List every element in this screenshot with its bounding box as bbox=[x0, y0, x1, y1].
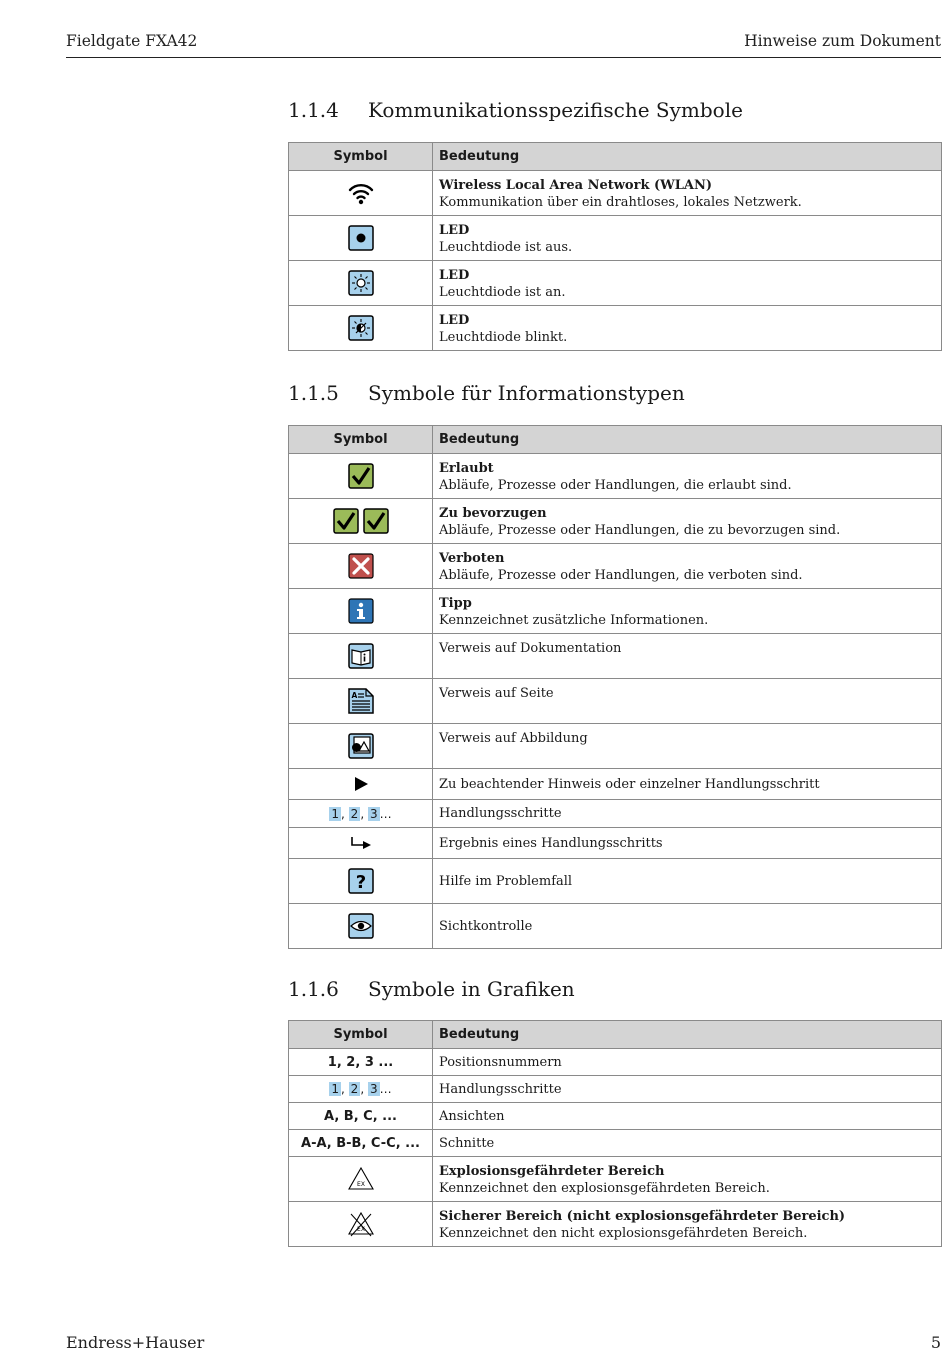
row-description: Ansichten bbox=[439, 1108, 505, 1124]
table-row bbox=[289, 1157, 942, 1202]
table-row bbox=[289, 454, 942, 499]
row-title: LED bbox=[439, 223, 470, 238]
row-description: Leuchtdiode ist an. bbox=[439, 285, 566, 300]
led-on-icon bbox=[348, 270, 374, 296]
row-description: Kennzeichnet den explosionsgefährdeten Bereich. bbox=[439, 1181, 770, 1196]
result-arrow-icon bbox=[350, 836, 372, 850]
text-symbol: 1, 2, 3 ... bbox=[289, 1049, 433, 1076]
table-row bbox=[289, 1202, 942, 1247]
row-description: Sichtkontrolle bbox=[439, 918, 533, 934]
chapter-title: Hinweise zum Dokument bbox=[744, 32, 941, 50]
row-description: Handlungsschritte bbox=[439, 1081, 562, 1097]
section-heading-graphics: 1.1.6 Symbole in Grafiken bbox=[288, 977, 575, 1001]
company-name: Endress+Hauser bbox=[66, 1333, 205, 1352]
table-row bbox=[289, 1130, 942, 1157]
row-description: Ergebnis eines Handlungsschritts bbox=[439, 835, 663, 851]
figure-reference-icon bbox=[348, 733, 374, 759]
row-description: Abläufe, Prozesse oder Handlungen, die verboten sind. bbox=[439, 568, 803, 583]
tip-info-icon bbox=[348, 598, 374, 624]
table-row bbox=[289, 499, 942, 544]
table-row bbox=[289, 769, 942, 800]
table-header-row bbox=[289, 143, 942, 171]
svg-text:?: ? bbox=[355, 872, 366, 893]
section-heading-information-types: 1.1.5 Symbole für Informationstypen bbox=[288, 381, 685, 405]
page-reference-icon bbox=[348, 688, 374, 714]
row-description: Kommunikation über ein drahtloses, lokales Netzwerk. bbox=[439, 195, 802, 210]
table-row bbox=[289, 634, 942, 679]
wlan-icon bbox=[347, 181, 375, 205]
row-description: Schnitte bbox=[439, 1135, 495, 1151]
row-description: Abläufe, Prozesse oder Handlungen, die erlaubt sind. bbox=[439, 478, 792, 493]
row-title: Tipp bbox=[439, 596, 472, 611]
text-symbol: A, B, C, ... bbox=[289, 1103, 433, 1130]
table-header-row bbox=[289, 1021, 942, 1049]
play-triangle-icon bbox=[353, 776, 369, 792]
table-row bbox=[289, 800, 942, 828]
row-title: LED bbox=[439, 313, 470, 328]
table-header-row bbox=[289, 426, 942, 454]
row-title: Wireless Local Area Network (WLAN) bbox=[439, 178, 712, 193]
table-row bbox=[289, 724, 942, 769]
table-row bbox=[289, 171, 942, 216]
row-title: Erlaubt bbox=[439, 461, 494, 476]
row-description: Handlungsschritte bbox=[439, 806, 562, 821]
table-row bbox=[289, 216, 942, 261]
help-question-icon bbox=[348, 868, 374, 894]
table-row bbox=[289, 679, 942, 724]
table-row bbox=[289, 544, 942, 589]
row-description: Zu beachtender Hinweis oder einzelner Handlungsschritt bbox=[439, 776, 820, 792]
safe-area-icon bbox=[348, 1211, 374, 1237]
page-footer bbox=[66, 1333, 941, 1352]
forbidden-x-icon bbox=[348, 553, 374, 579]
table-row bbox=[289, 828, 942, 859]
led-blink-icon bbox=[348, 315, 374, 341]
steps-symbol: 1 , 2 , 3 … bbox=[289, 800, 433, 828]
communication-symbols-table bbox=[288, 142, 942, 351]
row-description: Positionsnummern bbox=[439, 1054, 562, 1070]
table-row bbox=[289, 904, 942, 949]
row-title: Zu bevorzugen bbox=[439, 506, 547, 521]
row-description: Verweis auf Dokumentation bbox=[439, 641, 622, 656]
symbol-column-header: Symbol bbox=[289, 426, 433, 454]
row-title: Verboten bbox=[439, 551, 505, 566]
row-title: Sicherer Bereich (nicht explosionsgefährdeter Bereich) bbox=[439, 1209, 846, 1224]
document-title: Fieldgate FXA42 bbox=[66, 32, 198, 50]
table-row bbox=[289, 306, 942, 351]
section-heading-communication: 1.1.4 Kommunikationsspezifische Symbole bbox=[288, 98, 743, 122]
row-description: Verweis auf Abbildung bbox=[439, 731, 588, 746]
led-off-icon bbox=[348, 225, 374, 251]
svg-text:EX: EX bbox=[356, 1226, 365, 1233]
meaning-column-header: Bedeutung bbox=[433, 143, 942, 171]
preferred-double-check-icon bbox=[333, 508, 389, 534]
text-symbol: A-A, B-B, C-C, ... bbox=[289, 1130, 433, 1157]
meaning-column-header: Bedeutung bbox=[433, 1021, 942, 1049]
table-row bbox=[289, 1049, 942, 1076]
row-description: Hilfe im Problemfall bbox=[439, 873, 573, 889]
visual-inspection-eye-icon bbox=[348, 913, 374, 939]
row-title: Explosionsgefährdeter Bereich bbox=[439, 1164, 665, 1179]
row-description: Leuchtdiode ist aus. bbox=[439, 240, 573, 255]
table-row bbox=[289, 261, 942, 306]
svg-text:EX: EX bbox=[356, 1181, 365, 1188]
row-description: Verweis auf Seite bbox=[439, 686, 554, 701]
explosion-hazard-icon bbox=[348, 1167, 374, 1191]
row-title: LED bbox=[439, 268, 470, 283]
row-description: Kennzeichnet den nicht explosionsgefährdeten Bereich. bbox=[439, 1226, 808, 1241]
documentation-book-icon bbox=[348, 643, 374, 669]
table-row bbox=[289, 1076, 942, 1103]
meaning-column-header: Bedeutung bbox=[433, 426, 942, 454]
row-description: Kennzeichnet zusätzliche Informationen. bbox=[439, 613, 709, 628]
steps-symbol: 1 , 2 , 3 … bbox=[289, 1076, 433, 1103]
table-row bbox=[289, 859, 942, 904]
page-number: 5 bbox=[930, 1333, 941, 1352]
information-symbols-table bbox=[288, 425, 942, 949]
svg-text:A: A bbox=[351, 691, 357, 700]
table-row bbox=[289, 589, 942, 634]
symbol-column-header: Symbol bbox=[289, 143, 433, 171]
row-description: Leuchtdiode blinkt. bbox=[439, 330, 568, 345]
row-description: Abläufe, Prozesse oder Handlungen, die zu bevorzugen sind. bbox=[439, 523, 841, 538]
graphic-symbols-table bbox=[288, 1020, 942, 1247]
page-header bbox=[66, 28, 941, 58]
permitted-check-icon bbox=[348, 463, 374, 489]
symbol-column-header: Symbol bbox=[289, 1021, 433, 1049]
table-row bbox=[289, 1103, 942, 1130]
